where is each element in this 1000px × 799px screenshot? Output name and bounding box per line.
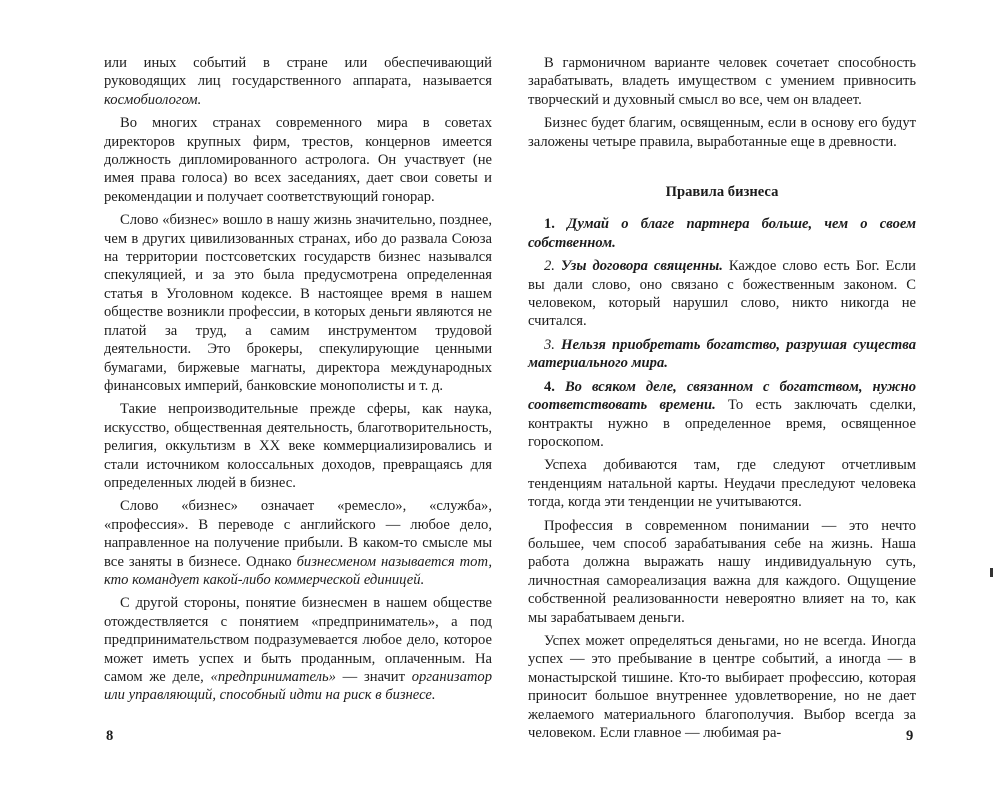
rule-title: Нельзя приобретать богатство, разрушая существа материального мира. <box>528 336 917 372</box>
rule-text: То есть заключать сделки, контракты нужно в определенное время, освященное гороскопом. <box>528 397 916 450</box>
rule-text: Каждое слово есть Бог. Если вы дали слово, оно связано с божественным законом. С человеком, который нарушил слово, никто никогда не считался. <box>528 258 916 330</box>
paragraph <box>104 497 492 589</box>
left-page <box>104 54 492 710</box>
rule-number: 4. <box>544 378 555 395</box>
paragraph: В гармоничном варианте человек сочетает способность зарабатывать, владеть имуществом с умением привносить творческий и духовный смысл во все, чем он владеет. <box>528 55 916 108</box>
rule-3 <box>528 336 916 373</box>
section-heading: Правила бизнеса <box>665 184 779 201</box>
italic-text: организатор или управляющий, способный идти на риск в бизнесе. <box>104 669 492 704</box>
rule-title: Во всяком деле, связанном с богатством, нужно соответствовать времени. <box>528 378 916 414</box>
paragraph: Слово «бизнес» вошло в нашу жизнь значительно, позднее, чем в других цивилизованных странах, ибо до развала Союза на территории постсоветских государств бизнес называлcя спекуляцией, и за это была предусмотрена определенная статья в Уголовном кодексе. В настоящее время в нашем обществе возникли профессии, в которых деньги являются не платой за труд, а самим инструментом трудовой деятельности. Это брокеры, спекулирующие ценными бумагами, биржевые магнаты, директора международных финансовых империй, банковские монополисты и т. д. <box>104 212 492 394</box>
text: — значит <box>335 669 412 685</box>
right-page <box>528 54 916 747</box>
rule-number: 2. <box>544 258 555 275</box>
paragraph <box>104 594 492 704</box>
rule-number: 3. <box>544 336 555 353</box>
text: или иных событий в стране или обеспечивающий руководящих лиц государственного аппарата, называется <box>104 55 492 90</box>
paragraph: Во многих странах современного мира в советах директоров крупных фирм, трестов, концернов имеется должность дипломированного астролога. Он участвует (не имея права голоса) во всех заседаниях, дает свои советы и рекомендации и получает соответствующий гонорар. <box>104 115 492 205</box>
paragraph: Успех может определяться деньгами, но не всегда. Иногда успех — это пребывание в центре событий, а иногда — в монастырской тишине. Кто-то выбирает профессию, которая приносит большое внутреннее удовлетворение, но не дает желаемого материального благополучия. Выбор всегда за человеком. Если главное — любимая ра- <box>528 632 916 741</box>
rule-1 <box>528 215 916 252</box>
rule-title: Думай о благе партнера больше, чем о своем собственном. <box>528 216 916 251</box>
paragraph: Бизнес будет благим, освященным, если в основу его будут заложены четыре правила, выработанные еще в древности. <box>528 115 916 150</box>
italic-text: «предприниматель» <box>210 669 336 685</box>
paragraph <box>104 54 492 109</box>
rule-title: Узы договора священны. <box>560 258 723 275</box>
paragraph: Профессия в современном понимании — это нечто большее, чем способ зарабатывания себе на жизнь. Наша работа должна выражать нашу индивидуальную суть, личностная самореализация важна для каждого. Ощущение собственной реализованности невероятно влияет на то, как мы зарабатываем деньги. <box>528 517 916 626</box>
rule-2 <box>528 257 916 331</box>
rule-number: 1. <box>544 216 555 233</box>
paragraph: Такие непроизводительные прежде сферы, как наука, искусство, общественная деятельность, благотворительность, религия, оккультизм в XX веке коммерциализировались и стали источником колоссальных доходов, превращаясь для определенных людей в бизнес. <box>104 401 492 491</box>
text: С другой стороны, понятие бизнесмен в нашем обществе отождествляется с понятием «предприниматель», а под предпринимательством подразумевается любое дело, которое может иметь успех и быть проданным, оплаченным. На самом же деле, <box>104 595 492 685</box>
margin-mark <box>990 568 993 577</box>
rule-4 <box>528 378 916 452</box>
text: Слово «бизнес» означает «ремесло», «служба», «профессия». В переводе с английского — любое дело, направленное на получение прибыли. В каком-то смысле мы все заняты в бизнесе. Однако <box>104 498 492 570</box>
italic-text: космобиологом. <box>104 91 202 108</box>
paragraph: Успеха добиваются там, где следуют отчетливым тенденциям натальной карты. Неудачи преследуют человека тогда, когда эти тенденции не учитываются. <box>528 457 916 511</box>
page-number-right: 9 <box>906 728 914 744</box>
italic-text: бизнесменом называется тот, кто командует какой-либо коммерческой единицей. <box>104 553 492 588</box>
page-number-left: 8 <box>106 728 114 744</box>
